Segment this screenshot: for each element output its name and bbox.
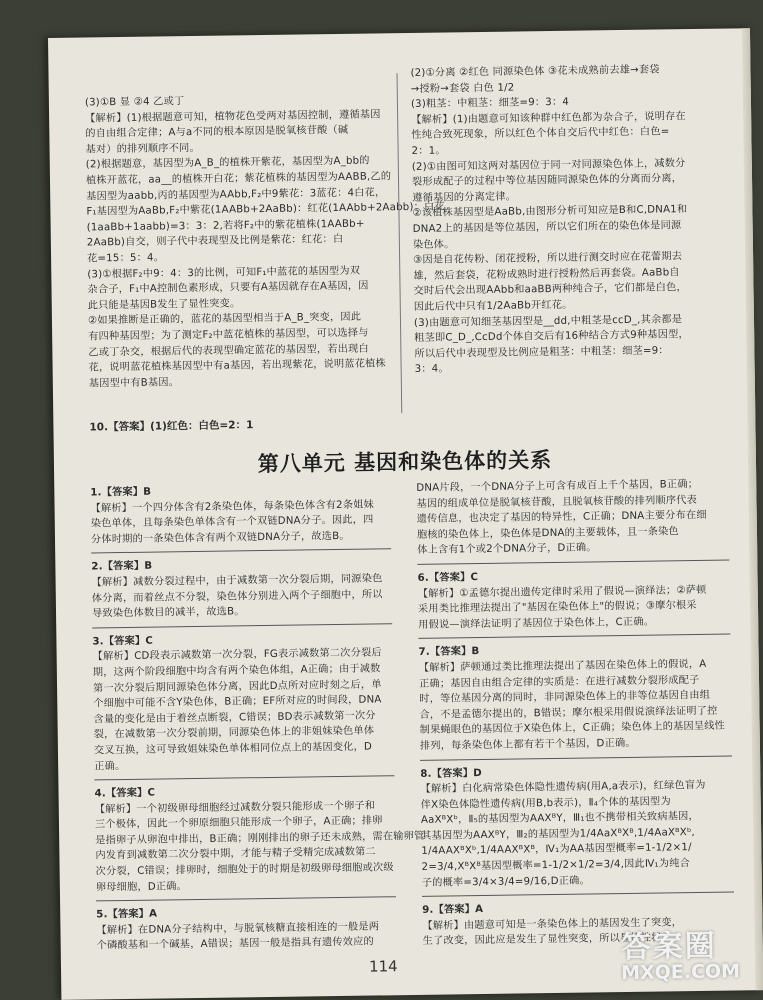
explanation-line: 次分裂，C错误；排卵时，细胞处于的时期是初级卵母细胞或次级 [95, 862, 394, 878]
explanation-line: 裂，在减数第一次分裂前期，同源染色体上的非姐妹染色单体 [93, 725, 375, 741]
explanation-line: 合，不是孟德尔提出的，B错误；摩尔根采用假说演绎法证明了控 [419, 705, 718, 721]
explanation-line: 【解析】一个初级卵母细胞经过减数分裂只能形成一个卵子和 [94, 800, 376, 816]
explanation-line: 【解析】CD段表示减数第一次分裂，FG表示减数第二次分裂后 [92, 647, 382, 663]
text-line: 的自由组合定律；A与a不同的根本原因是脱氧核苷酸（碱 [85, 125, 349, 140]
text-line: 2AaBb)自交，则子代中表现型及比例是紫花：红花：白 [86, 234, 344, 249]
answer-item [96, 903, 397, 954]
text-line: 植株开蓝花，aa__的植株开白花；紫花植株的基因型为AABB,乙的 [85, 171, 392, 187]
answer-label: 5.【答案】A [96, 908, 158, 921]
text-line: 染色体。 [412, 238, 455, 251]
explanation-line: AaXᴮXᵇ，Ⅱ₅的基因型为AAXᴮY，Ⅲ₁也不携带相关致病基因， [420, 811, 699, 827]
answer-label: 9.【答案】A [422, 904, 484, 917]
explanation-line: 导致染色体数目的减半，故选B。 [91, 606, 245, 620]
answer-label: 7.【答案】B [418, 646, 480, 659]
text-line: 3：4。 [414, 363, 449, 376]
answer-label: 4.【答案】C [94, 787, 156, 800]
explanation-line: 正确。 [94, 760, 126, 772]
text-line: 性纯合致死现象，所以红色个体自交后代中红色：白色= [411, 126, 670, 142]
unit-title: 第八单元 基因和染色体的关系 [257, 447, 553, 477]
explanation-line: 采用类比推理法提出了"基因在染色体上"的假说；③摩尔根采 [417, 600, 697, 616]
answer-item [416, 477, 729, 559]
text-line: 2：1。 [411, 145, 446, 157]
explanation-line: 染色单体，且每条染色单体含有一个双链DNA分子。因此，四 [90, 514, 374, 530]
item-separator [417, 560, 729, 565]
explanation-line: 2=3/4,XᴮXᴮ基因型概率=1-1/2×1/2=3/4,因此Ⅳ₁为纯合 [421, 858, 691, 873]
top-right-column [410, 62, 726, 378]
explanation-line: 【解析】①孟德尔提出遗传定律时采用了假说—演绎法；②萨顿 [417, 584, 707, 600]
watermark-text: 答案圈 [620, 928, 717, 966]
explanation-line: 个细胞中可能不含Y染色体，B正确；EF所对应的时间段，DNA [93, 694, 382, 710]
explanation-line: 遗传信息，也决定了基因的特异性，C正确；DNA主要分布在细 [416, 510, 707, 526]
text-line: 有四种基因型；为了测定F₂中蓝花植株的基因型，可以选择与 [88, 327, 369, 343]
explanation-line: 时，等位基因分离的同时，非同源染色体上的非等位基因自由组 [419, 689, 711, 706]
text-line: 粗茎即C_D_,CcDd个体自交后有16种结合方式9种基因型， [414, 329, 689, 345]
explanation-line: 生了改变，因此应是发生了显性突变，所以显性性状 [422, 932, 662, 948]
text-line: 花=15：5：4。 [87, 252, 165, 265]
text-line: (2)根据题意，基因型为A_B_的植株开紫花，基因型为A_bb的 [85, 155, 370, 171]
text-line: (1aaBb+1aabb)=3：3：2,若将F₂中的紫花植株(1AABb+ [86, 218, 365, 234]
text-line: 此只能是基因B发生了显性突变。 [87, 298, 241, 312]
answer-item [94, 782, 425, 895]
text-line: ②该植株基因型是AaBb,由图形分析可知应是B和C,DNA1和 [412, 204, 688, 220]
document-page [48, 28, 763, 1000]
text-line: 基因型为aabb,丙的基因型为AAbb,F₂中9紫花：3蓝花：4白花， [86, 186, 386, 203]
item-separator [92, 623, 392, 628]
answer-label: 8.【答案】D [420, 767, 482, 780]
text-line: F₁基因型为AaBb,F₂中紫花(1AABb+2AaBb)：红花(1AAbb+2Aabb)：白花 [86, 201, 445, 218]
text-line: 基对）的排列顺序不同。 [85, 142, 200, 156]
explanation-line: 体上含有1个或2个DNA分子，D正确。 [417, 542, 597, 557]
explanation-line: 【解析】白化病常染色体隐性遗传病(用A,a表示)，红绿色盲为 [420, 779, 706, 795]
text-line: DNA2上的基因是等位基因，所以它们所在的染色体是同源 [412, 220, 682, 235]
explanation-line: 交叉互换，这可导致姐妹染色单体相同位点上的基因变化，D [93, 741, 373, 757]
explanation-line: 排列，每条染色体上都有若干个基因，D正确。 [419, 737, 636, 752]
text-line: 雄，然后套袋，花粉成熟时进行授粉然后再套袋。AaBb自 [413, 266, 680, 282]
text-line: (2)①由图可知这两对基因位于同一对同源染色体上，减数分 [411, 157, 686, 173]
page-number: 114 [368, 957, 398, 976]
explanation-line: 是指卵子从卵泡中排出，B正确；刚刚排出的卵子还未成熟，需在输卵管 [95, 830, 425, 847]
item-separator [418, 634, 730, 639]
item-separator [94, 775, 394, 780]
text-line: 花，说明蓝花植株基因型中有a基因，若出现紫花，说明蓝花植株 [88, 358, 386, 374]
watermark-logo [620, 920, 761, 992]
explanation-line: 制果蝇眼色的基因位于X染色体上，C正确；染色体上的基因呈线性 [419, 720, 726, 737]
explanation-line: 【解析】由题意可知是一条染色体上的基因发生了突变， [422, 917, 683, 932]
text-line: 杂合子，F₁中A控制色素形成，只要有A基因就存在A基因，因 [87, 280, 369, 296]
answer-item [92, 630, 394, 775]
explanation-line: 胞核的染色体上，染色体是DNA的主要载体，且一条染色 [416, 526, 679, 541]
text-line: ③因是自花传粉、闭花授粉，所以进行测交时应在花蕾期去 [413, 251, 683, 267]
text-line: →授粉→套袋 白色 1/2 [410, 82, 515, 95]
explanation-line: 子的概率=3/4×3/4=9/16,D正确。 [421, 875, 590, 889]
text-line: 裂形成配子的过程中等位基因随同源染色体的分离而分离， [411, 173, 683, 189]
explanation-line: 【解析】一个四分体含有2条染色体，每条染色体含有2条姐妹 [90, 499, 375, 515]
text-line: (3)由题意可知细茎基因型是__dd,中粗茎是ccD_,其余都是 [413, 313, 683, 329]
bottom-left-column [90, 481, 425, 954]
explanation-line: 个磷酸基和一个碱基，A错误；基因一般是指具有遗传效应的 [96, 936, 374, 952]
explanation-line: 卵母细胞，D正确。 [95, 880, 188, 894]
text-line: 乙或丁杂交，根据后代的表现型确定蓝花的基因型，若出现白 [88, 343, 369, 358]
text-line: ②如果推断是正确的，蓝花的基因型相当于A_B_突变，因此 [87, 311, 362, 327]
answer-item [419, 641, 732, 755]
watermark-url: MXQE.COM [620, 960, 741, 985]
explanation-line: 【解析】萨顿通过类比推理法提出了基因在染色体上的假说，A [418, 658, 707, 674]
explanation-line: 第一次分裂后期同源染色体分离，因此D点所对应时刻之后，单 [93, 678, 382, 694]
explanation-line: 期，这两个阶段细胞中均含有两个染色体组，A正确；由于减数 [92, 663, 381, 679]
answer-label: 6.【答案】C [417, 572, 479, 584]
page-edge [742, 28, 763, 990]
item-separator [96, 896, 396, 901]
explanation-line: 1/4AAXᴮXᵇ,1/4AAXᴮXᴮ，Ⅳ₁为AA基因型概率=1-1/2×1/ [421, 842, 692, 858]
text-line: (3)①B 显 ②4 乙或丁 [84, 96, 185, 109]
text-line: (2)①分离 ②红色 同源染色体 ③花未成熟前去雄→套袋 [410, 64, 660, 79]
explanation-line: 三个极体，因此一个卵原细胞只能形成一个卵子，A正确；排卵 [94, 815, 383, 831]
item-separator [91, 549, 391, 554]
text-line: 基因型中有B基因。 [88, 376, 180, 390]
explanation-line: 分体时期的一条染色体含有两个双链DNA分子，故选B。 [90, 530, 350, 546]
explanation-line: 【解析】减数分裂过程中，由于减数第一次分裂后期，同源染色 [91, 573, 383, 589]
answer-label: 2.【答案】B [91, 560, 153, 573]
item-separator [422, 892, 734, 897]
text-line: 【解析】(1)根据题意可知，植物花色受两对基因控制，遵循基因 [85, 108, 381, 125]
answer-item [420, 762, 734, 891]
bottom-right-column [416, 477, 735, 950]
text-line: 遵循基因的分离定律。 [412, 191, 517, 204]
text-line: (3)粗茎：中粗茎：细茎=9：3：4 [410, 96, 570, 111]
explanation-line: 体分离，而着丝点不分裂，染色体分别进入两个子细胞中，所以 [91, 588, 383, 605]
column-divider [397, 73, 403, 413]
explanation-line: 【解析】在DNA分子结构中，与脱氧核糖直接相连的一般是两 [96, 921, 380, 937]
explanation-line: DNA片段，一个DNA分子上可含有成百上千个基因，B正确； [416, 478, 699, 494]
explanation-line: 正确；基因自由组合定律的实质是：在进行减数分裂形成配子 [418, 674, 700, 690]
explanation-line: 伴X染色体隐性遗传病(用B,b表示)，Ⅱ₄个体的基因型为 [420, 796, 671, 811]
text-line: 所以后代中表现型及比例应是粗茎：中粗茎：细茎=9： [414, 345, 669, 360]
explanation-line: 内发育到减数第二次分裂中期，才能与精子受精完成减数第二 [95, 846, 376, 862]
explanation-line: 用假说—演绎法证明了基因位于染色体上，C正确。 [418, 616, 655, 631]
text-line: 交时后代会出现AAbb和aaBB两种纯合子，它们都是白色， [413, 282, 687, 298]
text-line: (3)①根据F₂中9：4：3的比例，可知F₁中蓝花的基因型为双 [87, 265, 361, 281]
answer-item [90, 481, 391, 548]
explanation-line: 其基因型为AAXᴮY，Ⅲ₂的基因型为1/4AaXᴮXᴮ,1/4AaXᴮXᵇ, [421, 826, 696, 842]
question-10-answer: 10.【答案】(1)红色：白色=2：1 [89, 419, 254, 434]
answer-label: 1.【答案】B [90, 486, 152, 499]
answer-item [417, 567, 730, 634]
explanation-line: 基因的组成单位是脱氧核苷酸，且脱氧核苷酸的排列顺序代表 [416, 494, 698, 510]
text-line: 因此后代中只有1/2AaBb开红花。 [413, 299, 573, 313]
text-line: 【解析】(1)由题意可知该种群中红色都为杂合子，说明存在 [411, 110, 686, 126]
item-separator [420, 755, 732, 760]
explanation-line: 含量的变化是由于着丝点断裂，C错误；BD表示减数第一次分 [93, 710, 376, 726]
answer-item [91, 556, 392, 623]
answer-label: 3.【答案】C [92, 635, 154, 648]
